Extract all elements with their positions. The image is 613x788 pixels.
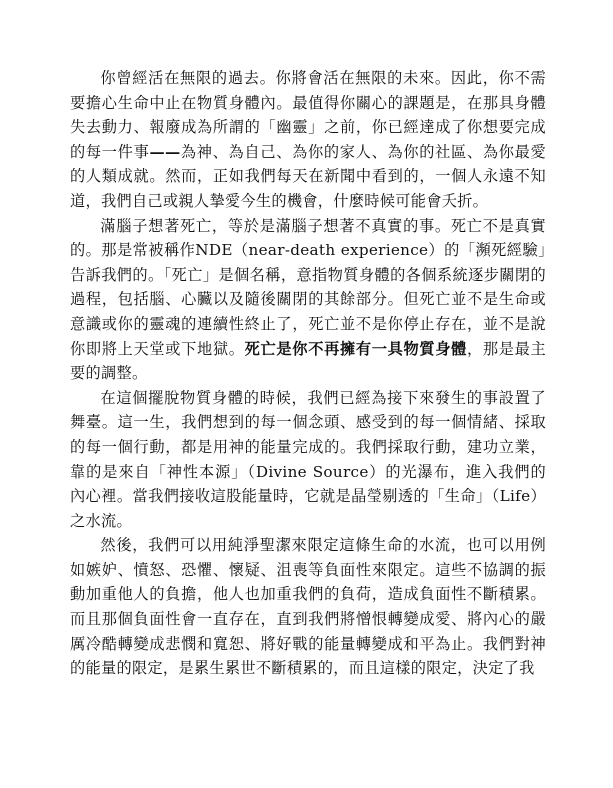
paragraph-3 <box>70 386 546 534</box>
document-page <box>70 66 546 681</box>
paragraph-2 <box>70 214 546 386</box>
paragraph-2-emphasis: 死亡是你不再擁有一具物質身體 <box>244 339 467 358</box>
paragraph-1-text-a: 你曾經活在無限的過去。你將會活在無限的未來。因此，你不需要擔心生命中止在物質身體內。最值得你關心的課題是，在那具身體失去動力、報廢成為所謂的「幽靈」之前，你已經達成了你想要完成的每一件事 <box>70 69 546 161</box>
paragraph-2-text-a: 滿腦子想著死亡，等於是滿腦子想著不真實的事。死亡不是真實的。那是常被稱作NDE（near-death experience）的「瀕死經驗」告訴我們的。「死亡」是個名稱，意指物質身體的各個系統逐步關閉的過程，包括腦、心臟以及隨後關閉的其餘部分。但死亡並不是生命或意識或你的靈魂的連續性終止了，死亡並不是你停止存在，並不是說你即將上天堂或下地獄。 <box>70 216 546 358</box>
paragraph-1-dash: —— <box>149 142 181 161</box>
paragraph-2-text-b: ，那是最主要的調整。 <box>70 339 546 383</box>
paragraph-1 <box>70 66 546 214</box>
paragraph-4 <box>70 533 546 681</box>
paragraph-1-text-b: 為神、為自己、為你的家人、為你的社區、為你最愛的人類成就。然而，正如我們每天在新聞中看到的，一個人永遠不知道，我們自己或親人摯愛今生的機會，什麼時候可能會夭折。 <box>70 142 546 210</box>
paragraph-3-text: 在這個擺脫物質身體的時候，我們已經為接下來發生的事設置了舞臺。這一生，我們想到的每一個念頭、感受到的每一個情緒、採取的每一個行動，都是用神的能量完成的。我們採取行動，建功立業，靠的是來自「神性本源」（Divine Source）的光瀑布，進入我們的內心裡。當我們接收這股能量時，它就是晶瑩剔透的「生命」（Life）之水流。 <box>70 388 546 530</box>
paragraph-4-text: 然後，我們可以用純淨聖潔來限定這條生命的水流，也可以用例如嫉妒、憤怒、恐懼、懷疑、沮喪等負面性來限定。這些不協調的振動加重他人的負擔，他人也加重我們的負荷，造成負面性不斷積累。而且那個負面性會一直存在，直到我們將憎恨轉變成愛、將內心的嚴厲冷酷轉變成悲憫和寬恕、將好戰的能量轉變成和平為止。我們對神的能量的限定，是累生累世不斷積累的，而且這樣的限定，決定了我 <box>70 536 546 678</box>
